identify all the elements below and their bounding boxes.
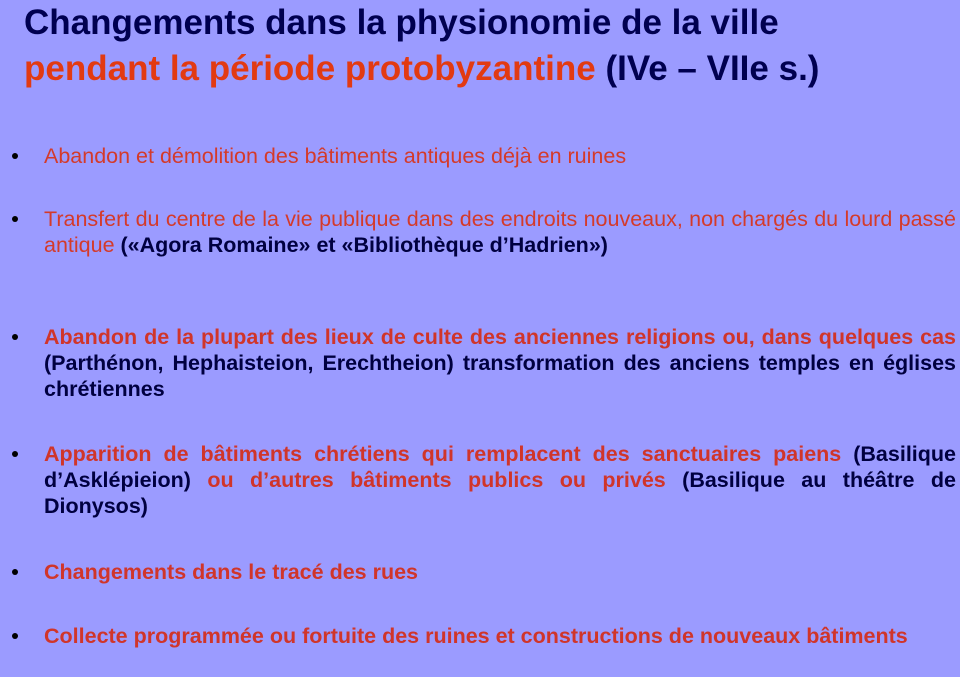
- title-dates: (IVe – VIIe s.): [595, 49, 820, 88]
- slide-title: [24, 0, 954, 92]
- bullet-segment: Apparition de bâtiments chrétiens qui remplacent des sanctuaires paiens: [44, 442, 854, 466]
- bullet-segment: Abandon et démolition des bâtiments antiques déjà en ruines: [44, 144, 627, 168]
- bullet-text: [44, 324, 956, 402]
- bullet-segment: (Basilique au théâtre de Dionysos): [44, 468, 957, 518]
- title-line-2: [24, 46, 954, 92]
- bullet-dot: [12, 451, 18, 457]
- bullet-text: [44, 441, 956, 519]
- bullet-segment: Changements dans le tracé des rues: [44, 560, 419, 584]
- title-period: pendant la période protobyzantine: [24, 49, 596, 88]
- bullet-segment: Abandon de la plupart des lieux de culte des anciennes religions ou, dans quelques cas: [44, 325, 956, 349]
- bullet-dot: [12, 216, 18, 222]
- bullet-text: [44, 559, 956, 585]
- bullet-segment: (Basilique d’Asklépieion): [44, 442, 956, 492]
- bullet-text: [44, 623, 956, 649]
- bullet-segment: Transfert du centre de la vie publique dans des endroits nouveaux, non chargés du lourd passé antique: [44, 207, 956, 257]
- bullet-dot: [12, 334, 18, 340]
- bullet-dot: [12, 633, 18, 639]
- bullet-text: [44, 206, 956, 258]
- bullet-dot: [12, 153, 18, 159]
- bullet-segment: ou d’autres bâtiments publics ou privés: [190, 468, 683, 492]
- bullet-dot: [12, 569, 18, 575]
- bullet-segment: (Parthénon, Hephaisteion, Erechtheion) transformation des anciens temples en églises chrétiennes: [44, 351, 956, 401]
- title-line-1: Changements dans la physionomie de la ville: [24, 3, 779, 42]
- bullet-segment: («Agora Romaine» et «Bibliothèque d’Hadrien»): [120, 233, 608, 257]
- bullet-segment: Collecte programmée ou fortuite des ruines et constructions de nouveaux bâtiments: [44, 624, 908, 648]
- bullet-text: [44, 143, 956, 169]
